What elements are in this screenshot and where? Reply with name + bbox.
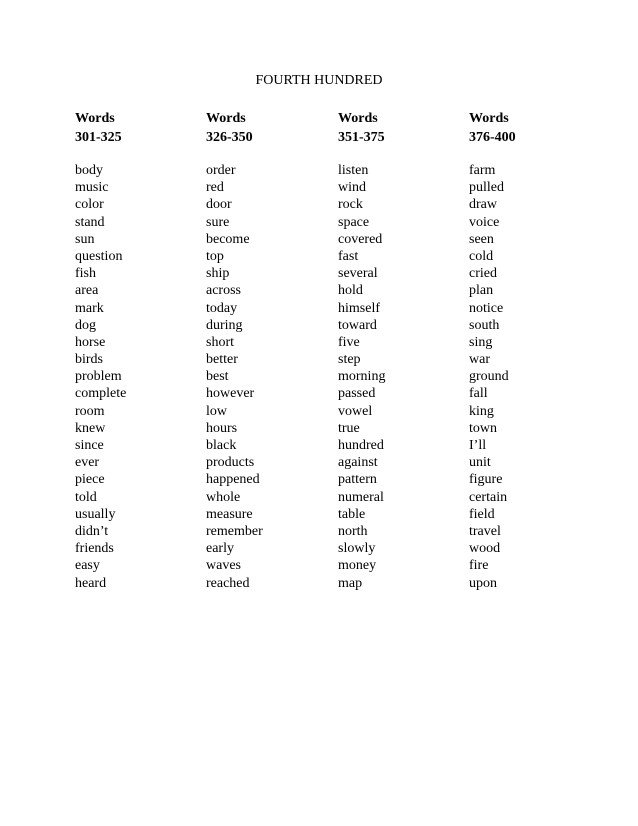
word-column-351-375: [338, 109, 468, 592]
word-item: rock: [338, 197, 363, 213]
word-item: farm: [469, 163, 496, 178]
word-item: cried: [469, 266, 497, 282]
word-item: town: [469, 420, 497, 436]
word-item: body: [75, 163, 103, 178]
word-item: vowel: [338, 403, 373, 419]
word-item: several: [338, 266, 378, 282]
word-item: happened: [206, 472, 260, 488]
word-item: slowly: [338, 541, 376, 557]
word-item: today: [206, 300, 238, 316]
word-item: plan: [469, 283, 494, 299]
word-item: step: [338, 352, 361, 368]
word-item: complete: [75, 386, 127, 402]
word-item: hours: [206, 420, 238, 436]
word-item: didn’t: [75, 523, 109, 539]
word-item: knew: [75, 420, 106, 436]
word-item: mark: [75, 300, 104, 316]
column-heading: Words: [338, 111, 378, 126]
word-column-326-350: [206, 109, 336, 592]
word-item: problem: [75, 369, 122, 385]
word-item: better: [206, 352, 238, 368]
word-item: sun: [75, 231, 95, 247]
word-list: [469, 162, 599, 592]
word-item: low: [206, 403, 227, 419]
word-item: music: [75, 180, 109, 196]
word-column-376-400: [469, 109, 599, 592]
word-item: heard: [75, 575, 107, 591]
word-item: stand: [75, 214, 105, 230]
word-item: himself: [338, 300, 380, 316]
column-range: 326-350: [206, 130, 253, 145]
word-item: ever: [75, 455, 100, 471]
word-item: area: [75, 283, 99, 299]
word-item: waves: [206, 558, 241, 574]
word-item: fish: [75, 266, 96, 282]
word-item: listen: [338, 163, 369, 178]
word-column-301-325: [75, 109, 205, 592]
column-heading: Words: [206, 111, 246, 126]
word-item: room: [75, 403, 105, 419]
word-item: wood: [469, 541, 501, 557]
word-item: red: [206, 180, 224, 196]
word-item: covered: [338, 231, 383, 247]
word-item: however: [206, 386, 255, 402]
word-item: door: [206, 197, 232, 213]
word-item: ship: [206, 266, 230, 282]
page-title: FOURTH HUNDRED: [255, 73, 383, 88]
word-item: north: [338, 523, 368, 539]
word-item: dog: [75, 317, 96, 333]
word-item: color: [75, 197, 104, 213]
word-list: [206, 162, 336, 592]
word-item: short: [206, 334, 234, 350]
word-item: during: [206, 317, 243, 333]
word-list: [338, 162, 468, 592]
word-item: products: [206, 455, 255, 471]
word-item: across: [206, 283, 241, 299]
word-item: against: [338, 455, 378, 471]
word-item: south: [469, 317, 500, 333]
word-item: upon: [469, 575, 497, 591]
word-item: morning: [338, 369, 386, 385]
column-range: 351-375: [338, 130, 385, 145]
word-item: usually: [75, 506, 116, 522]
word-item: hold: [338, 283, 363, 299]
word-item: question: [75, 248, 123, 264]
word-item: top: [206, 248, 224, 264]
word-item: war: [469, 352, 490, 368]
word-item: I’ll: [469, 438, 487, 453]
word-item: sing: [469, 334, 493, 350]
word-item: become: [206, 231, 250, 247]
word-item: true: [338, 420, 360, 436]
word-item: remember: [206, 523, 263, 539]
word-item: pulled: [469, 180, 504, 196]
word-item: figure: [469, 472, 503, 488]
word-item: voice: [469, 214, 500, 230]
word-item: hundred: [338, 438, 384, 453]
word-item: order: [206, 163, 236, 178]
word-item: passed: [338, 386, 376, 402]
word-item: reached: [206, 575, 250, 591]
word-item: space: [338, 214, 370, 230]
word-item: whole: [206, 489, 241, 505]
word-item: seen: [469, 231, 494, 247]
word-item: draw: [469, 197, 497, 213]
word-item: sure: [206, 214, 230, 230]
word-item: wind: [338, 180, 366, 196]
word-item: measure: [206, 506, 253, 522]
word-item: piece: [75, 472, 105, 488]
word-item: birds: [75, 352, 103, 368]
word-item: king: [469, 403, 494, 419]
word-item: toward: [338, 317, 377, 333]
word-item: unit: [469, 455, 491, 471]
word-item: money: [338, 558, 377, 574]
word-item: notice: [469, 300, 504, 316]
word-item: table: [338, 506, 366, 522]
word-item: numeral: [338, 489, 384, 505]
word-item: ground: [469, 369, 509, 385]
word-item: horse: [75, 334, 106, 350]
word-item: fire: [469, 558, 489, 574]
word-item: easy: [75, 558, 100, 574]
word-list: [75, 162, 205, 592]
column-heading: Words: [75, 111, 115, 126]
column-range: 376-400: [469, 130, 516, 145]
word-item: fast: [338, 248, 359, 264]
word-item: cold: [469, 248, 494, 264]
word-item: early: [206, 541, 234, 557]
word-item: black: [206, 438, 237, 453]
word-item: friends: [75, 541, 114, 557]
word-item: fall: [469, 386, 488, 402]
column-range: 301-325: [75, 130, 122, 145]
word-item: told: [75, 489, 97, 505]
word-item: certain: [469, 489, 508, 505]
word-item: map: [338, 575, 363, 591]
word-item: field: [469, 506, 495, 522]
word-item: five: [338, 334, 360, 350]
column-heading: Words: [469, 111, 509, 126]
word-item: pattern: [338, 472, 377, 488]
word-item: travel: [469, 523, 501, 539]
word-item: since: [75, 438, 104, 453]
word-item: best: [206, 369, 229, 385]
